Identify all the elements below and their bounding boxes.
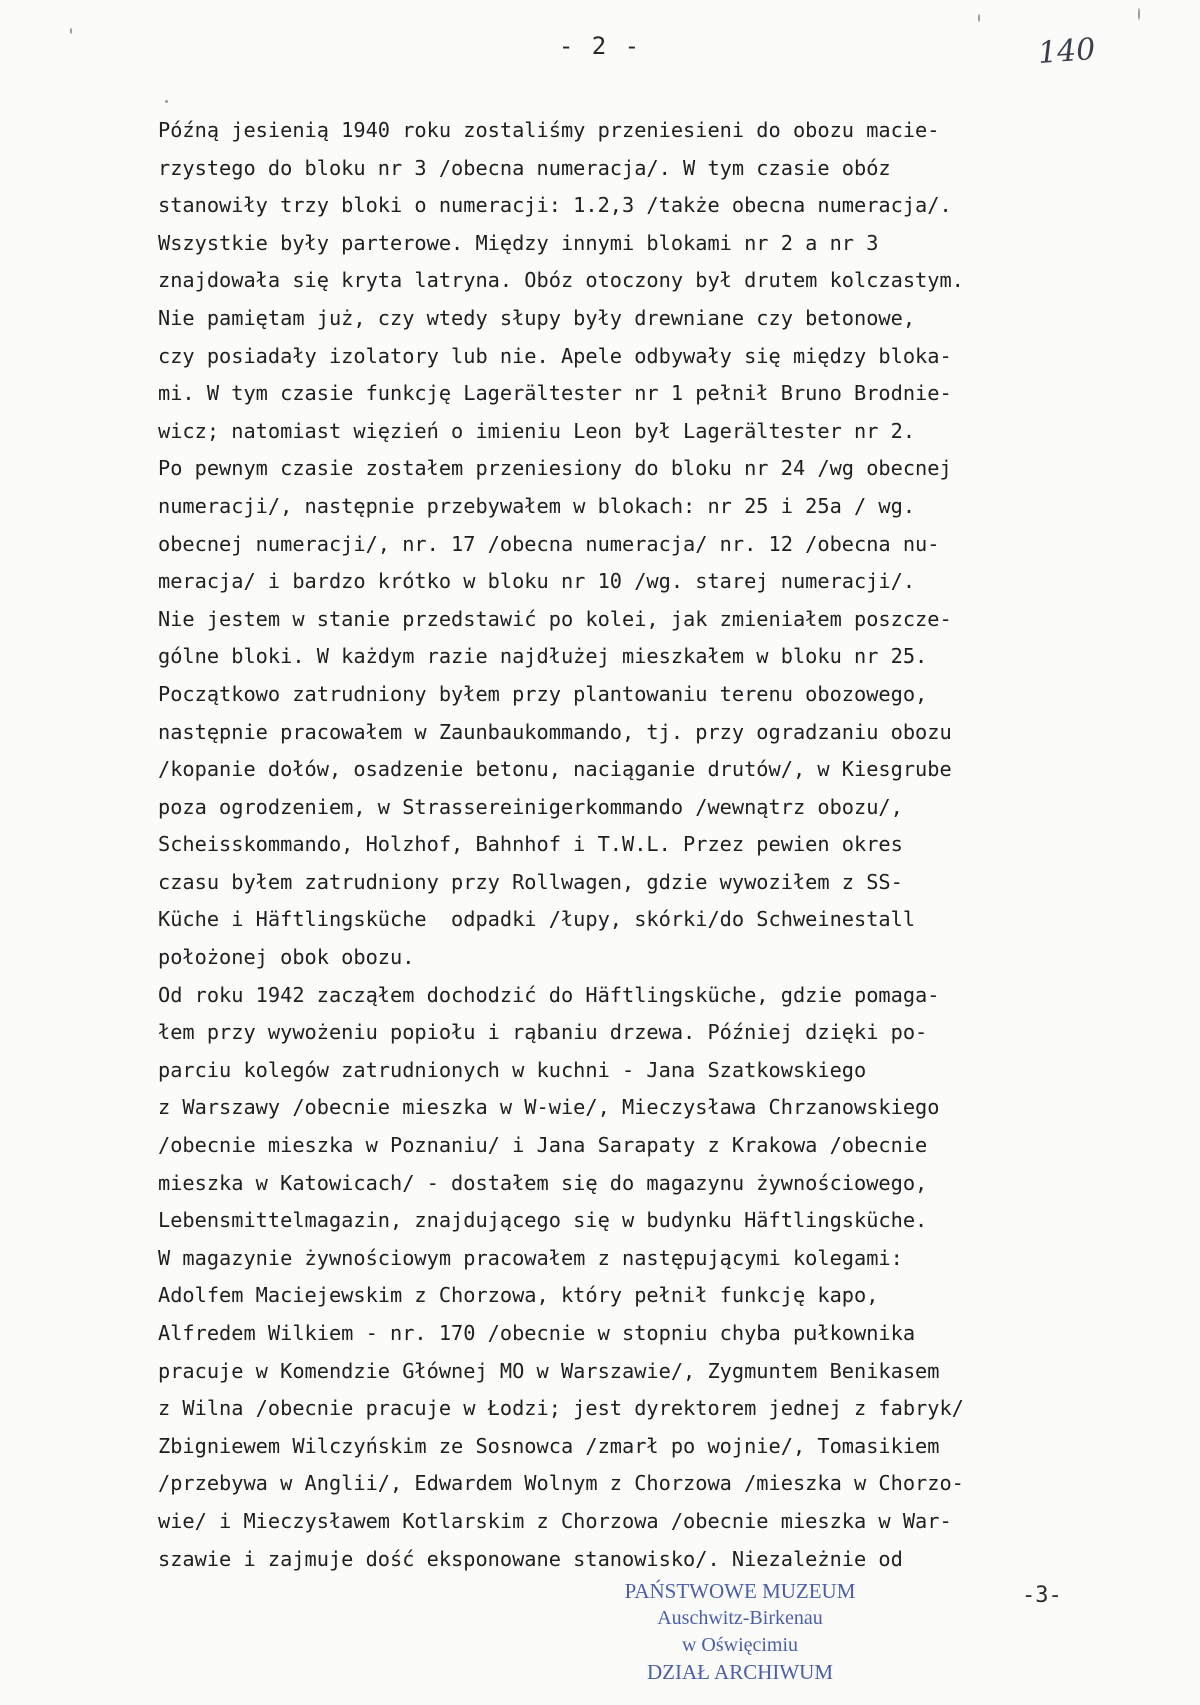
text-line: czy posiadały izolatory lub nie. Apele odbywały się między bloka-	[158, 343, 952, 368]
text-line: poza ogrodzeniem, w Strassereinigerkommando /wewnątrz obozu/,	[158, 794, 903, 819]
text-line: Küche i Häftlingsküche odpadki /łupy, skórki/do Schweinestall	[158, 907, 916, 932]
text-line: położonej obok obozu.	[158, 945, 415, 970]
text-line: czasu byłem zatrudniony przy Rollwagen, gdzie wywoziłem z SS-	[158, 869, 903, 894]
stamp-line: DZIAŁ ARCHIWUM	[646, 1660, 834, 1684]
text-line: parciu kolegów zatrudnionych w kuchni - Jana Szatkowskiego	[158, 1057, 867, 1082]
text-line: /obecnie mieszka w Poznaniu/ i Jana Sarapaty z Krakowa /obecnie	[158, 1133, 928, 1158]
text-line: z Wilna /obecnie pracuje w Łodzi; jest dyrektorem jednej z fabryk/	[158, 1396, 964, 1421]
text-line: Po pewnym czasie zostałem przeniesiony do bloku nr 24 /wg obecnej	[158, 456, 952, 481]
text-line: Nie pamiętam już, czy wtedy słupy były drewniane czy betonowe,	[158, 305, 916, 330]
text-line: łem przy wywożeniu popiołu i rąbaniu drzewa. Później dzięki po-	[158, 1020, 928, 1045]
text-line: szawie i zajmuje dość eksponowane stanowisko/. Niezależnie od	[158, 1546, 903, 1571]
text-line: Zbigniewem Wilczyńskim ze Sosnowca /zmarł po wojnie/, Tomasikiem	[158, 1433, 940, 1458]
archive-folio-number: 140	[1036, 32, 1097, 71]
text-line: znajdowała się kryta latryna. Obóz otoczony był drutem kolczastym.	[158, 268, 964, 293]
text-line: Nie jestem w stanie przedstawić po kolei, jak zmieniałem poszcze-	[158, 606, 952, 631]
scan-speck	[70, 28, 72, 34]
text-line: stanowiły trzy bloki o numeracji: 1.2,3 /także obecna numeracja/.	[158, 193, 952, 218]
stamp-line: PAŃSTWOWE MUZEUM	[624, 1579, 856, 1603]
text-line: wie/ i Mieczysławem Kotlarskim z Chorzowa /obecnie mieszka w War-	[158, 1508, 952, 1533]
archive-stamp	[600, 1578, 880, 1686]
text-line: Alfredem Wilkiem - nr. 170 /obecnie w stopniu chyba pułkownika	[158, 1321, 916, 1345]
text-line: następnie pracowałem w Zaunbaukommando, tj. przy ogradzaniu obozu	[158, 719, 952, 744]
page-number: - 2 -	[558, 32, 642, 60]
text-line: mieszka w Katowicach/ - dostałem się do magazynu żywnościowego,	[158, 1170, 928, 1195]
text-line: mi. W tym czasie funkcję Lagerältester nr 1 pełnił Bruno Brodnie-	[158, 381, 952, 406]
text-line: gólne bloki. W każdym razie najdłużej mieszkałem w bloku nr 25.	[158, 644, 928, 669]
text-line: z Warszawy /obecnie mieszka w W-wie/, Mieczysława Chrzanowskiego	[158, 1095, 940, 1120]
typewritten-body-text	[158, 112, 1148, 1578]
scan-speck	[978, 14, 980, 22]
text-line: Od roku 1942 zacząłem dochodzić do Häftlingsküche, gdzie pomaga-	[158, 982, 940, 1007]
text-line: Adolfem Maciejewskim z Chorzowa, który pełnił funkcję kapo,	[158, 1283, 879, 1308]
next-page-marker: -3-	[1022, 1583, 1062, 1608]
text-line: /przebywa w Anglii/, Edwardem Wolnym z Chorzowa /mieszka w Chorzo-	[158, 1471, 964, 1496]
text-line: Wszystkie były parterowe. Między innymi blokami nr 2 a nr 3	[158, 230, 879, 255]
text-line: Późną jesienią 1940 roku zostaliśmy przeniesieni do obozu macie-	[158, 118, 940, 142]
scan-speck	[1138, 8, 1140, 20]
text-line: Lebensmittelmagazin, znajdującego się w budynku Häftlingsküche.	[158, 1208, 928, 1233]
stamp-line: Auschwitz-Birkenau	[657, 1607, 823, 1629]
text-line: obecnej numeracji/, nr. 17 /obecna numeracja/ nr. 12 /obecna nu-	[158, 531, 940, 556]
text-line: numeracji/, następnie przebywałem w blokach: nr 25 i 25a / wg.	[158, 493, 916, 518]
text-line: /kopanie dołów, osadzenie betonu, naciąganie drutów/, w Kiesgrube	[158, 757, 952, 782]
scan-speck	[165, 100, 168, 103]
text-line: wicz; natomiast więzień o imieniu Leon był Lagerältester nr 2.	[158, 418, 916, 443]
text-line: pracuje w Komendzie Głównej MO w Warszawie/, Zygmuntem Benikasem	[158, 1358, 940, 1383]
text-line: rzystego do bloku nr 3 /obecna numeracja/. W tym czasie obóz	[158, 155, 891, 180]
text-line: W magazynie żywnościowym pracowałem z następującymi kolegami:	[158, 1245, 903, 1270]
text-line: meracja/ i bardzo krótko w bloku nr 10 /wg. starej numeracji/.	[158, 569, 916, 594]
stamp-line: w Oświęcimiu	[681, 1634, 799, 1656]
text-line: Scheisskommando, Holzhof, Bahnhof i T.W.L. Przez pewien okres	[158, 832, 903, 857]
text-line: Początkowo zatrudniony byłem przy plantowaniu terenu obozowego,	[158, 681, 928, 706]
